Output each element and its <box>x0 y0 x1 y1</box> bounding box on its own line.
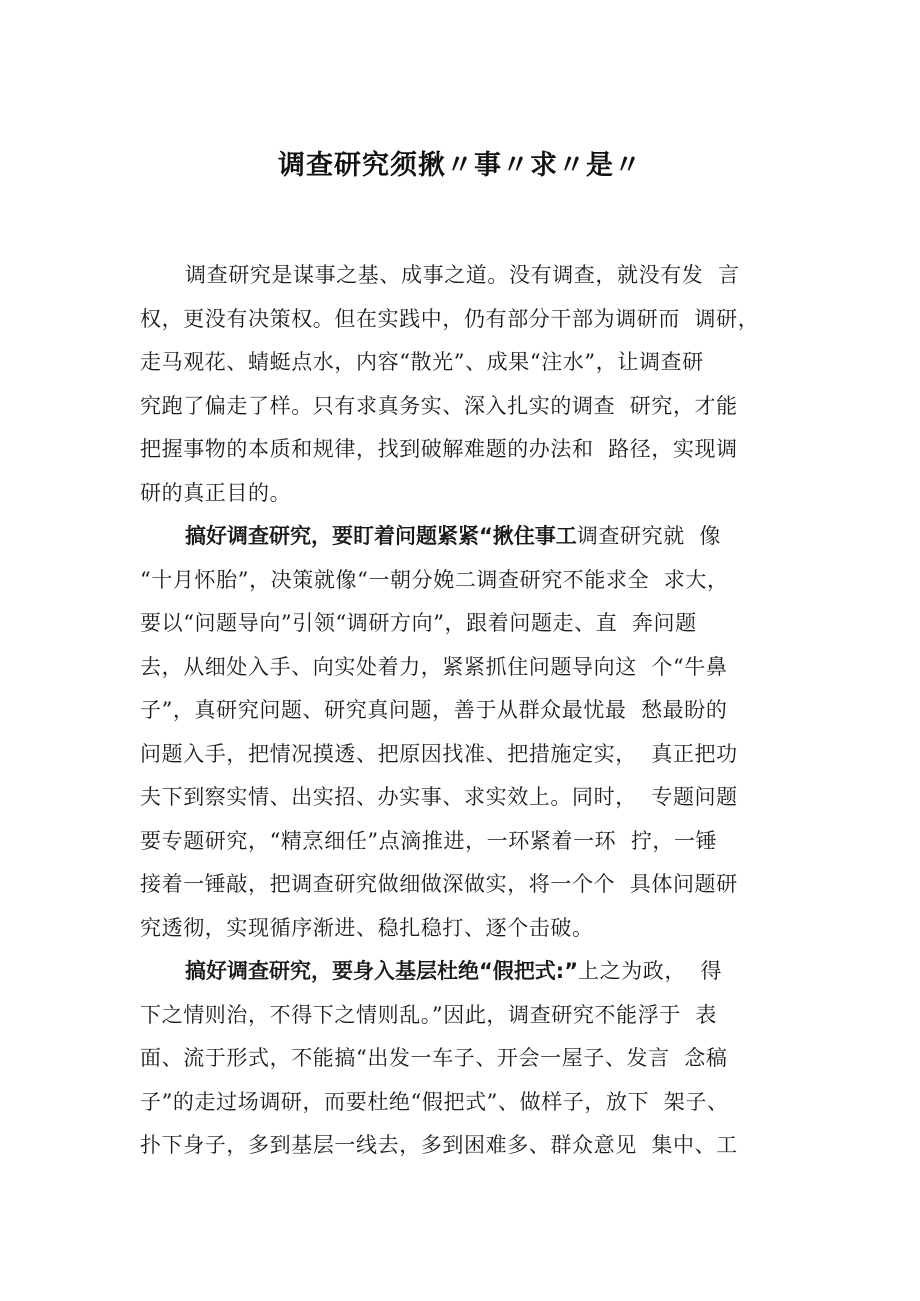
paragraph-heading: 搞好调查研究，要身入基层杜绝“假把式:” <box>185 959 578 983</box>
paragraph-heading: 搞好调查研究，要盯着问题紧紧“揪住事工 <box>185 524 577 548</box>
paragraph-line: 调查研究是谋事之基、成事之道。没有调查，就没有发 言 <box>185 263 740 287</box>
paragraph-line: “十月怀胎”，决策就像“一朝分娩二调查研究不能求全 求大， <box>140 567 729 592</box>
paragraph-2 <box>140 515 800 950</box>
paragraph-3 <box>140 950 800 1168</box>
paragraph-line: 要专题研究，“精烹细任”点滴推进，一环紧着一环 拧，一锤 <box>140 828 718 853</box>
paragraph-first-line <box>140 950 800 994</box>
paragraph-line: 究跑了偏走了样。只有求真务实、深入扎实的调查 研究，才能 <box>140 393 738 418</box>
paragraph-line: 子”，真研究问题、研究真问题，善于从群众最忧最 愁最盼的 <box>140 698 728 722</box>
paragraph-line: 研的真正目的。 <box>140 480 292 505</box>
paragraph-line: 子”的走过场调研，而要杜绝“假把式”、做样子，放下 架子、 <box>140 1089 729 1114</box>
paragraph-line: 接着一锤敲，把调查研究做细做深做实，将一个个 具体问题研 <box>140 872 738 896</box>
paragraph-line: 去，从细处入手、向实处着力，紧紧抓住问题导向这 个“牛鼻 <box>140 654 728 679</box>
paragraph-1 <box>140 254 800 515</box>
paragraph-line: 权，更没有决策权。但在实践中，仍有部分干部为调研而 调研， <box>140 306 760 331</box>
paragraph-text: 调查研究就 像 <box>576 524 721 548</box>
paragraph-text: 上之为政， 得 <box>578 959 723 983</box>
paragraph-line: 面、流于形式，不能搞“出发一车子、开会一屋子、发言 念稿 <box>140 1046 728 1070</box>
paragraph-line: 扑下身子，多到基层一线去，多到困难多、群众意见 集中、工 <box>140 1133 738 1157</box>
paragraph-first-line <box>140 515 800 559</box>
paragraph-line: 要以“问题导向”引领“调研方向”，跟着问题走、直 奔问题 <box>140 611 697 635</box>
paragraph-line: 夫下到察实情、出实招、办实事、求实效上。同时， 专题问题 <box>140 785 738 809</box>
paragraph-line: 问题入手，把情况摸透、把原因找准、把措施定实， 真正把功 <box>140 741 738 766</box>
document-body <box>140 254 800 1168</box>
paragraph-line: 走马观花、蜻蜓点水，内容“散光”、成果“注水”，让调查研 <box>140 350 704 374</box>
paragraph-line: 下之情则治，不得下之情则乱。”因此，调查研究不能浮于 表 <box>140 1002 717 1027</box>
document-title: 调查研究须揪〃事〃求〃是〃 <box>278 150 642 181</box>
paragraph-line: 把握事物的本质和规律，找到破解难题的办法和 路径，实现调 <box>140 437 738 461</box>
paragraph-line: 究透彻，实现循序渐进、稳扎稳打、逐个击破。 <box>140 915 594 940</box>
